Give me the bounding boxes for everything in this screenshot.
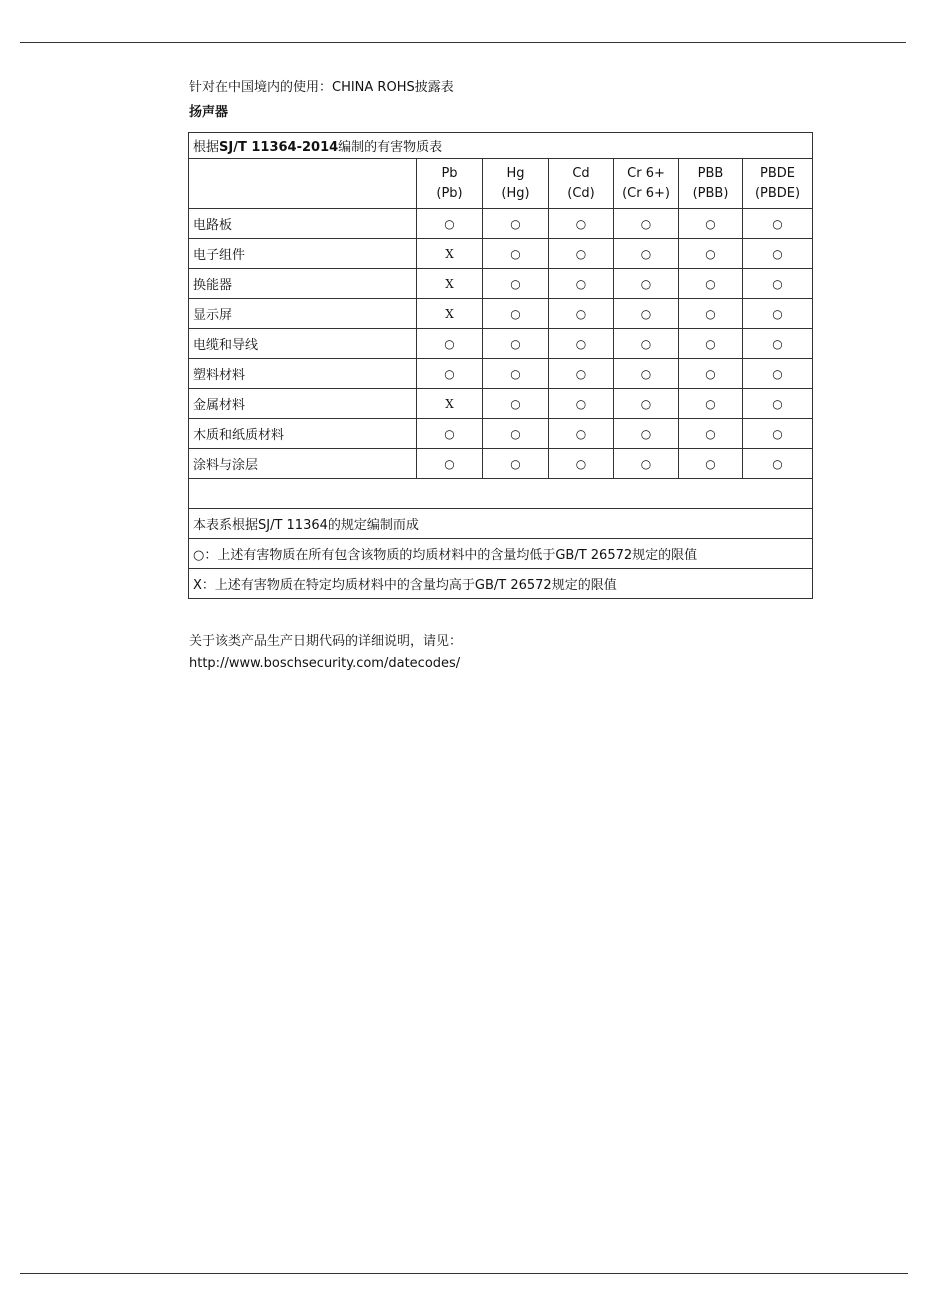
substance-mark: ○ [679, 449, 743, 479]
bottom-rule [20, 1273, 908, 1274]
substance-mark: ○ [614, 209, 679, 239]
part-name: 塑料材料 [189, 359, 417, 389]
table-row [189, 329, 813, 359]
substance-mark: ○ [679, 239, 743, 269]
column-header [417, 159, 483, 209]
substance-mark: ○ [614, 389, 679, 419]
date-code-url[interactable]: http://www.boschsecurity.com/datecodes/ [189, 656, 461, 671]
column-symbol: PBB [697, 165, 724, 181]
substance-mark: ○ [549, 359, 614, 389]
substance-mark: ○ [483, 449, 549, 479]
table-row [189, 269, 813, 299]
substance-mark: ○ [483, 299, 549, 329]
substance-mark: ○ [417, 419, 483, 449]
table-header-row [189, 159, 813, 209]
column-formula: (Hg) [501, 185, 530, 201]
table-row [189, 449, 813, 479]
column-formula: (PBDE) [754, 185, 801, 201]
column-header [614, 159, 679, 209]
table-row [189, 239, 813, 269]
substance-mark: ○ [743, 449, 813, 479]
substance-mark: ○ [614, 329, 679, 359]
substance-mark: ○ [614, 269, 679, 299]
intro-text: 针对在中国境内的使用：CHINA ROHS披露表 [189, 80, 454, 95]
substance-mark: ○ [743, 359, 813, 389]
column-formula: (Cr 6+) [622, 185, 670, 201]
substance-mark: ○ [549, 419, 614, 449]
substance-mark: ○ [417, 359, 483, 389]
substance-mark: ○ [549, 239, 614, 269]
substance-mark: ○ [743, 419, 813, 449]
substance-mark: ○ [614, 359, 679, 389]
table-note-row [189, 569, 813, 599]
substance-mark: ○ [417, 209, 483, 239]
substance-mark: X [417, 269, 483, 299]
substance-mark: ○ [549, 269, 614, 299]
substance-mark: ○ [417, 329, 483, 359]
column-header [743, 159, 813, 209]
part-name: 木质和纸质材料 [189, 419, 417, 449]
substance-mark: ○ [679, 419, 743, 449]
header-empty-cell [189, 159, 417, 209]
substance-mark: ○ [614, 299, 679, 329]
substance-mark: ○ [483, 389, 549, 419]
table-row [189, 359, 813, 389]
substance-mark: ○ [483, 329, 549, 359]
part-name: 电路板 [189, 209, 417, 239]
substance-mark: ○ [743, 269, 813, 299]
part-name: 涂料与涂层 [189, 449, 417, 479]
column-header [549, 159, 614, 209]
substance-mark: ○ [483, 269, 549, 299]
table-title-prefix: 根据 [193, 140, 220, 155]
table-title-standard: SJ/T 11364-2014 [219, 140, 339, 155]
part-name: 电缆和导线 [189, 329, 417, 359]
substance-mark: ○ [679, 359, 743, 389]
part-name: 电子组件 [189, 239, 417, 269]
table-note-row [189, 539, 813, 569]
date-code-text: 关于该类产品生产日期代码的详细说明，请见： [189, 634, 463, 649]
table-row [189, 419, 813, 449]
substance-mark: ○ [614, 419, 679, 449]
column-formula: (Cd) [567, 185, 595, 201]
substance-mark: ○ [743, 329, 813, 359]
table-title [189, 133, 813, 159]
substance-mark: X [417, 239, 483, 269]
spacer-cell [189, 479, 813, 509]
table-spacer-row [189, 479, 813, 509]
substance-mark: X [417, 299, 483, 329]
table-note-row [189, 509, 813, 539]
product-heading: 扬声器 [189, 105, 229, 120]
substance-mark: ○ [679, 299, 743, 329]
substance-mark: ○ [614, 449, 679, 479]
date-code-note [189, 631, 462, 675]
substance-mark: ○ [743, 239, 813, 269]
table-note: X：上述有害物质在特定均质材料中的含量均高于GB/T 26572规定的限值 [189, 569, 813, 599]
substance-mark: ○ [549, 389, 614, 419]
substance-mark: ○ [743, 299, 813, 329]
substance-mark: ○ [549, 299, 614, 329]
column-header [679, 159, 743, 209]
column-formula: (Pb) [436, 185, 463, 201]
substance-mark: ○ [483, 209, 549, 239]
column-symbol: Pb [441, 165, 458, 181]
column-symbol: PBDE [760, 165, 796, 181]
substance-mark: ○ [483, 239, 549, 269]
table-row [189, 389, 813, 419]
substance-mark: ○ [614, 239, 679, 269]
part-name: 金属材料 [189, 389, 417, 419]
substance-mark: ○ [743, 209, 813, 239]
table-row [189, 209, 813, 239]
substance-mark: ○ [483, 419, 549, 449]
hazardous-substances-table [188, 132, 813, 599]
substance-mark: ○ [679, 389, 743, 419]
column-symbol: Hg [506, 165, 525, 181]
top-rule [20, 42, 906, 43]
column-symbol: Cr 6+ [627, 165, 665, 181]
table-title-row [189, 133, 813, 159]
substance-mark: ○ [417, 449, 483, 479]
table-note: 本表系根据SJ/T 11364的规定编制而成 [189, 509, 813, 539]
substance-mark: X [417, 389, 483, 419]
part-name: 换能器 [189, 269, 417, 299]
part-name: 显示屏 [189, 299, 417, 329]
table-row [189, 299, 813, 329]
table-note: ○：上述有害物质在所有包含该物质的均质材料中的含量均低于GB/T 26572规定的限值 [189, 539, 813, 569]
column-symbol: Cd [572, 165, 590, 181]
substance-mark: ○ [549, 449, 614, 479]
substance-mark: ○ [679, 329, 743, 359]
substance-mark: ○ [679, 209, 743, 239]
column-header [483, 159, 549, 209]
substance-mark: ○ [743, 389, 813, 419]
substance-mark: ○ [549, 209, 614, 239]
substance-mark: ○ [549, 329, 614, 359]
table-title-suffix: 编制的有害物质表 [338, 140, 443, 155]
substance-mark: ○ [679, 269, 743, 299]
column-formula: (PBB) [692, 185, 729, 201]
substance-mark: ○ [483, 359, 549, 389]
